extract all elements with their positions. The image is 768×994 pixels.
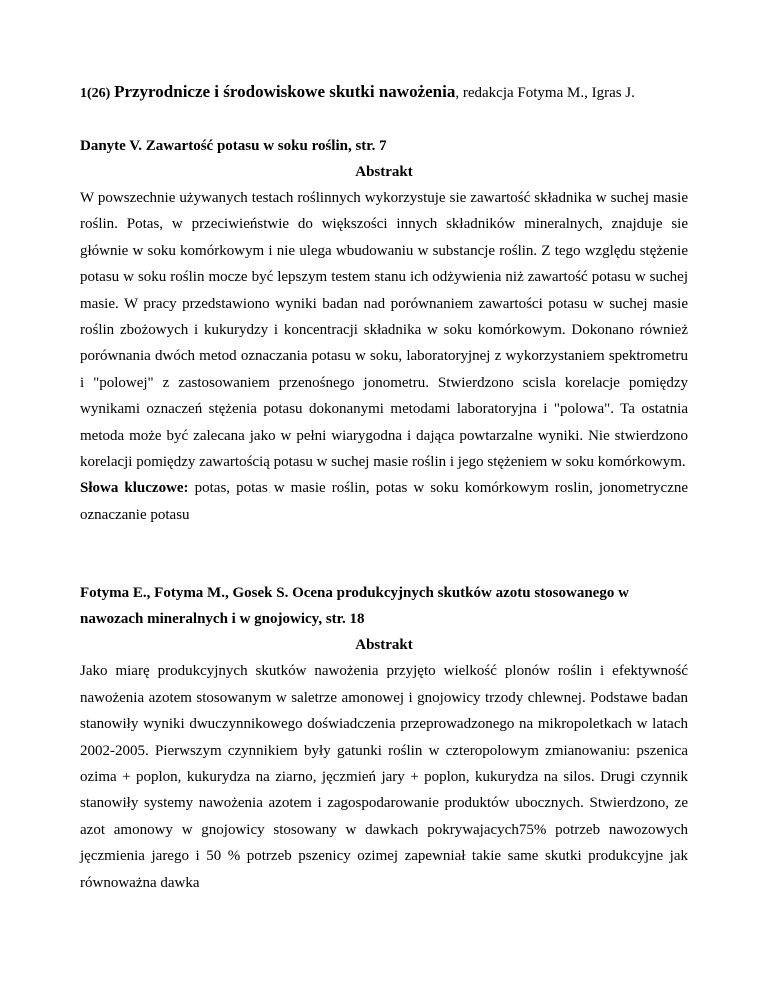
article-1-keywords <box>80 475 688 528</box>
article-1-abstract-label: Abstrakt <box>355 164 413 180</box>
document-page <box>80 80 688 896</box>
issue-number: 1(26) <box>80 86 111 101</box>
article-1-abstract: W powszechnie używanych testach roślinnych wykorzystuje sie zawartość składnika w suchej masie roślin. Potas, w przeciwieństwie do większości innych składników mineralnych, znajduje sie głównie w soku komórkowym i nie ulega wbudowaniu w substancje roślin. Z tego względu stężenie potasu w soku roślin mocze być lepszym testem stanu ich odżywienia niż zawartość potasu w suchej masie. W pracy przedstawiono wyniki badan nad porównaniem zawartości potasu w suchej masie roślin zbożowych i kukurydzy i koncentracji składnika w soku komórkowym. Dokonano również porównania dwóch metod oznaczania potasu w soku, laboratoryjnej z wykorzystaniem spektrometru i "polowej" z zastosowaniem przenośnego jonometru. Stwierdzono scisla korelacje pomiędzy wynikami oznaczeń stężenia potasu dokonanymi metodami laboratoryjna i "polowa". Ta ostatnia metoda może być zalecana jako w pełni wiarygodna i dająca powtarzalne wyniki. Nie stwierdzono korelacji pomiędzy zawartością potasu w suchej masie roślin i jego stężeniem w soku komórkowym. <box>80 190 688 471</box>
article-2-heading: Fotyma E., Fotyma M., Gosek S. Ocena produkcyjnych skutków azotu stosowanego w nawozach mineralnych i w gnojowicy, str. 18 <box>80 585 629 628</box>
keywords-text: potas, potas w masie roślin, potas w soku komórkowym roslin, jonometryczne oznaczanie potasu <box>80 480 689 523</box>
publication-title: Przyrodnicze i środowiskowe skutki nawożenia <box>114 82 456 101</box>
publication-editors: , redakcja Fotyma M., Igras J. <box>455 85 635 101</box>
article-2-abstract: Jako miarę produkcyjnych skutków nawożenia przyjęto wielkość plonów roślin i efektywność nawożenia azotem stosowanym w saletrze amonowej i gnojowicy trzody chlewnej. Podstawe badan stanowiły wyniki dwuczynnikowego doświadczenia przeprowadzonego na mikropoletkach w latach 2002-2005. Pierwszym czynnikiem były gatunki roślin w czteropolowym zmianowaniu: pszenica ozima + poplon, kukurydza na ziarno, jęczmień jary + poplon, kukurydza na silos. Drugi czynnik stanowiły systemy nawożenia azotem i zagospodarowanie produktów ubocznych. Stwierdzono, ze azot amonowy w gnojowicy stosowany w dawkach pokrywajacych75% potrzeb nawozowych jęczmienia jarego i 50 % potrzeb pszenicy ozimej zapewniał takie same skutki produkcyjne jak równoważna dawka <box>80 663 688 891</box>
article-2-abstract-label: Abstrakt <box>355 637 413 654</box>
article-1-heading: Danyte V. Zawartość potasu w soku roślin, str. 7 <box>80 138 387 154</box>
publication-header <box>80 80 688 106</box>
keywords-label: Słowa kluczowe: <box>80 480 189 497</box>
